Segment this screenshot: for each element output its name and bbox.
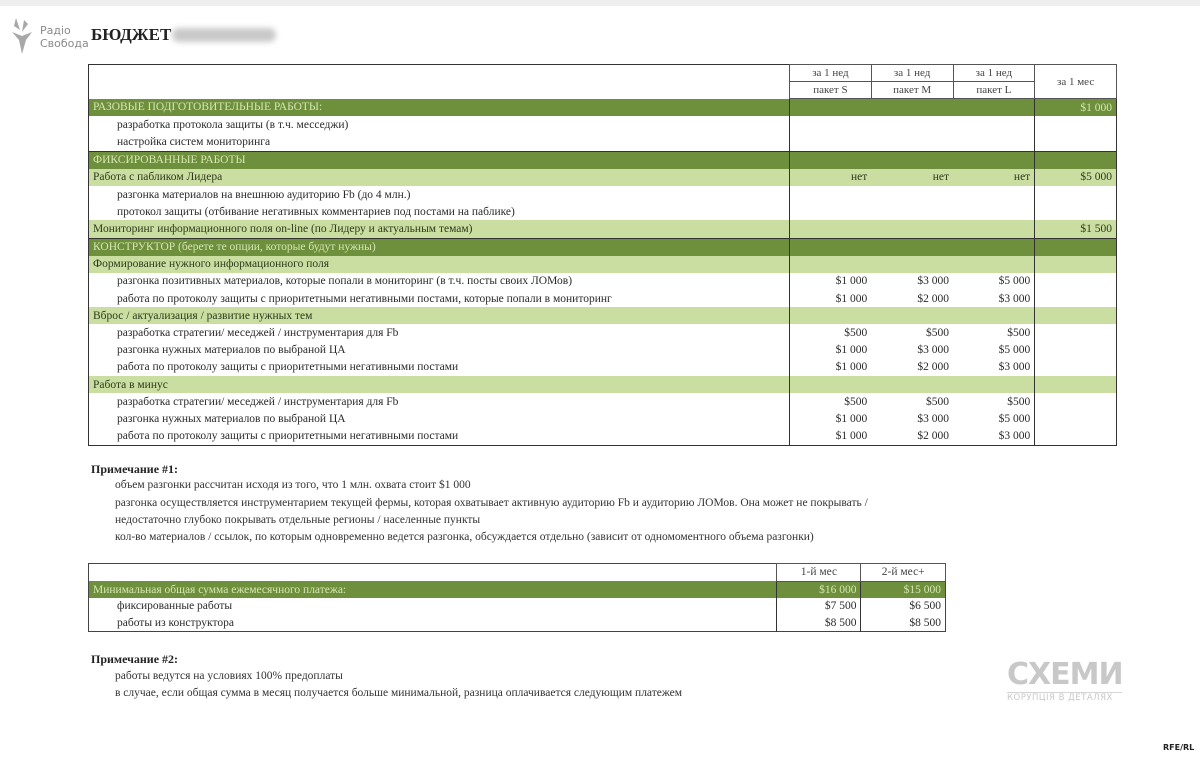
budget-cell-m: $3 000 [917,412,950,425]
budget-row [89,290,1117,307]
logo-line1: Радіо [40,24,71,37]
budget-body [89,99,1117,446]
budget-cell-label: РАЗОВЫЕ ПОДГОТОВИТЕЛЬНЫЕ РАБОТЫ: [89,99,790,117]
note2-line: в случае, если общая сумма в месяц получается больше минимальной, разница оплачивается следующим платежем [115,687,683,699]
budget-cell-l: $500 [1007,327,1031,340]
note1-heading: Примечание #1: [91,462,179,476]
budget-row [89,133,1117,151]
budget-cell-month [1035,324,1117,341]
budget-cell-s [790,307,872,324]
budget-cell-label: ФИКСИРОВАННЫЕ РАБОТЫ [89,151,790,169]
budget-cell-m: нет [871,169,953,186]
header-package-m: пакет M [871,82,953,99]
budget-cell-s: нет [790,169,872,186]
budget-cell-m [871,376,953,393]
budget-row [89,307,1117,324]
budget-row [89,256,1117,273]
budget-cell-label: разгонка материалов на внешнюю аудиторию Fb (до 4 млн.) [117,188,411,201]
budget-cell-l [953,376,1035,393]
budget-row [89,116,1117,133]
budget-cell-m [871,238,953,256]
budget-cell-l [953,116,1035,133]
budget-cell-label: разгонка нужных материалов по выбраной ЦА [117,412,346,425]
budget-cell-l [953,133,1035,151]
budget-cell-s: $500 [790,324,872,341]
summary-header-month2: 2-й мес+ [861,564,946,582]
header-month: за 1 мес [1035,65,1117,99]
budget-cell-label: разгонка нужных материалов по выбраной ЦА [117,344,346,357]
budget-cell-s [790,376,872,393]
budget-row [89,359,1117,376]
budget-cell-label: Работа с пабликом Лидера [89,169,790,186]
budget-cell-month [1035,256,1117,273]
budget-row [89,428,1117,446]
budget-cell-s: $1 000 [790,273,872,290]
budget-cell-m: $500 [926,395,950,408]
header-blank [89,65,790,99]
budget-row [89,186,1117,203]
summary-header-blank [89,564,777,582]
summary-total-m2: $15 000 [861,581,946,598]
summary-row-m2: $8 500 [861,615,946,632]
budget-cell-month [1035,376,1117,393]
radio-svoboda-logo [10,16,100,56]
budget-row [89,273,1117,290]
budget-cell-s [790,238,872,256]
budget-cell-l: $500 [1007,395,1031,408]
budget-cell-l [953,238,1035,256]
budget-cell-month [1035,151,1117,169]
budget-cell-label: разгонка позитивных материалов, которые попали в мониторинг (в т.ч. посты своих ЛОМов) [117,275,573,288]
budget-cell-m: $2 000 [917,361,950,374]
budget-cell-s: $1 000 [790,428,872,446]
budget-cell-m [871,307,953,324]
budget-cell-label: Вброс / актуализация / развитие нужных тем [89,307,790,324]
budget-table [88,64,1117,446]
budget-cell-m: $2 000 [917,292,950,305]
summary-row-m1: $8 500 [777,615,861,632]
header-week-l: за 1 нед [953,65,1035,82]
budget-cell-label: разработка протокола защиты (в т.ч. месседжи) [117,118,349,131]
budget-cell-l: $5 000 [998,344,1031,357]
header-package-s: пакет S [790,82,872,99]
budget-row [89,203,1117,220]
note1-line: разгонка осуществляется инструментарием текущей фермы, которая охватывает активную аудиторию Fb и аудиторию ЛОМов. Она может не покрывать / [115,497,868,509]
budget-row [89,169,1117,186]
header-package-l: пакет L [953,82,1035,99]
budget-cell-month [1035,116,1117,133]
redacted-date [172,28,276,42]
budget-cell-l [953,203,1035,220]
budget-cell-label: работа по протоколу защиты с приоритетными негативными постами, которые попали в мониторинг [117,292,612,305]
budget-cell-s [790,186,872,203]
budget-cell-label: Формирование нужного информационного поля [89,256,790,273]
budget-cell-s [790,220,872,238]
budget-cell-m [871,99,953,117]
note1-line: объем разгонки рассчитан исходя из того, что 1 млн. охвата стоит $1 000 [115,479,471,491]
budget-cell-s: $1 000 [790,342,872,359]
budget-cell-m [871,186,953,203]
budget-cell-m [871,151,953,169]
schemy-brand: СХЕМИ [1007,657,1123,692]
budget-cell-label: работа по протоколу защиты с приоритетными негативными постами [117,430,459,443]
budget-cell-month [1035,273,1117,290]
schemy-tagline: КОРУПЦІЯ В ДЕТАЛЯХ [1007,692,1122,703]
budget-cell-l: нет [953,169,1035,186]
budget-cell-l [953,256,1035,273]
budget-row [89,220,1117,238]
summary-row-m2: $6 500 [861,598,946,615]
budget-cell-s [790,256,872,273]
budget-cell-m: $2 000 [917,430,950,443]
budget-row [89,151,1117,169]
logo-line2: Свобода [40,37,89,50]
rferl-credit: RFE/RL [1163,743,1195,752]
note2-line: работы ведутся на условиях 100% предоплаты [115,670,343,682]
schemy-watermark [1007,657,1123,703]
budget-cell-l: $3 000 [998,292,1031,305]
budget-cell-s [790,151,872,169]
budget-cell-label: настройка систем мониторинга [117,135,271,148]
budget-cell-month [1035,290,1117,307]
budget-cell-label: КОНСТРУКТОР (берете те опции, которые будут нужны) [89,238,790,256]
budget-row [89,376,1117,393]
budget-cell-label: работа по протоколу защиты с приоритетными негативными постами [117,361,459,374]
budget-cell-m [871,133,953,151]
budget-cell-l: $5 000 [998,412,1031,425]
budget-cell-s: $1 000 [790,359,872,376]
budget-cell-month [1035,410,1117,427]
budget-cell-l: $3 000 [998,361,1031,374]
budget-cell-m: $3 000 [917,275,950,288]
budget-cell-s [790,133,872,151]
budget-row [89,410,1117,427]
budget-cell-l [953,186,1035,203]
budget-cell-label: Работа в минус [89,376,790,393]
top-border [0,0,1200,6]
summary-total-m1: $16 000 [777,581,861,598]
budget-cell-month [1035,133,1117,151]
budget-cell-m: $3 000 [917,344,950,357]
budget-cell-month: $1 000 [1035,99,1117,117]
budget-cell-s [790,116,872,133]
note1-line: недостаточно глубоко покрывать отдельные регионы / населенные пункты [115,514,481,526]
budget-cell-m [871,203,953,220]
summary-row-m1: $7 500 [777,598,861,615]
note2-heading: Примечание #2: [91,652,179,666]
summary-header-month1: 1-й мес [777,564,861,582]
budget-cell-s [790,203,872,220]
budget-cell-month [1035,342,1117,359]
budget-cell-l [953,307,1035,324]
summary-row-label: работы из конструктора [117,616,234,629]
budget-cell-month [1035,359,1117,376]
document-title: БЮДЖЕТ [91,25,172,44]
budget-cell-s: $1 000 [790,290,872,307]
budget-cell-s: $1 000 [790,410,872,427]
budget-cell-month [1035,238,1117,256]
summary-total-label: Минимальная общая сумма ежемесячного платежа: [89,581,777,598]
budget-cell-l [953,220,1035,238]
budget-cell-m [871,116,953,133]
budget-cell-s [790,99,872,117]
budget-cell-label: разработка стратегии/ меседжей / инструментария для Fb [117,395,399,408]
summary-row-label: фиксированные работы [117,600,233,613]
budget-cell-l [953,151,1035,169]
budget-cell-month [1035,203,1117,220]
budget-cell-label: разработка стратегии/ меседжей / инструментария для Fb [117,327,399,340]
budget-cell-m: $500 [926,327,950,340]
budget-cell-month [1035,428,1117,446]
budget-cell-m [871,220,953,238]
header-week-m: за 1 нед [871,65,953,82]
summary-table [88,563,946,632]
budget-row [89,238,1117,256]
budget-cell-l: $3 000 [998,430,1031,443]
budget-cell-month: $1 500 [1035,220,1117,238]
budget-row [89,99,1117,117]
budget-cell-label: Мониторинг информационного поля on-line (по Лидеру и актуальным темам) [89,220,790,238]
note1-line: кол-во материалов / ссылок, по которым одновременно ведется разгонка, обсуждается отдельно (зависит от одномоментного объема разгонки) [115,531,814,543]
budget-cell-label: протокол защиты (отбивание негативных комментариев под постами на паблике) [117,205,515,218]
budget-cell-l: $5 000 [998,275,1031,288]
budget-cell-month [1035,307,1117,324]
budget-cell-month: $5 000 [1035,169,1117,186]
budget-row [89,393,1117,410]
torch-icon [10,16,38,56]
header-week-s: за 1 нед [790,65,872,82]
budget-cell-month [1035,186,1117,203]
budget-row [89,324,1117,341]
budget-cell-l [953,99,1035,117]
budget-row [89,342,1117,359]
budget-cell-month [1035,393,1117,410]
budget-cell-m [871,256,953,273]
budget-cell-s: $500 [790,393,872,410]
